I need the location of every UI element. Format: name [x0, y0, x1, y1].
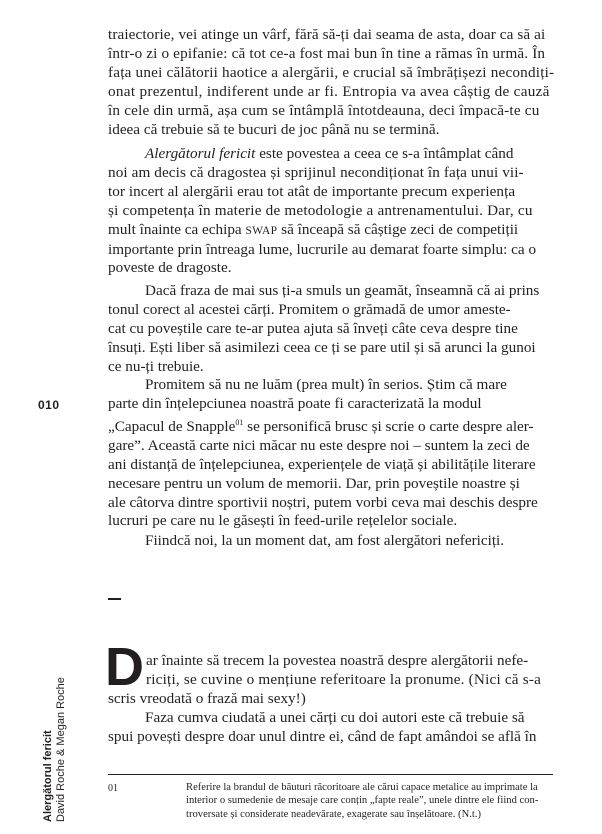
text-line: importante prin întreaga lume, lucrurile au demarat foarte simplu: ca o	[108, 240, 537, 258]
text-line: cat cu poveștile care te-ar putea ajuta să înveți câte ceva despre tine	[108, 319, 518, 337]
text-line: și competența în materie de metodologie a antrenamentului. Dar, cu	[108, 201, 533, 219]
text-line: poveste de dragoste.	[108, 259, 232, 277]
footnote-text	[186, 781, 553, 821]
text-line: ideea că trebuie să te bucuri de joc până nu se termină.	[108, 120, 440, 138]
text-line: însuți. Ești liber să asimilezi ceea ce ți se pare util și să arunci la gunoi	[108, 338, 536, 356]
paragraph-2	[108, 145, 554, 278]
text-line: Fiindcă noi, la un moment dat, am fost alergători nefericiți.	[145, 532, 505, 549]
text-line: într-o zi o epifanie: că tot ce-a fost mai bun în tine a rămas în urmă. În	[108, 44, 546, 62]
text-line: noi am decis că dragostea și sprijinul necondiționat în fața unui vii-	[108, 163, 524, 181]
text-line: ani distanță de înțelepciunea, experiențele de viață și abilitățile literare	[108, 455, 536, 473]
footnote-reference[interactable]: 01	[235, 417, 244, 427]
footnote-number: 01	[108, 783, 118, 794]
footnote-line: Referire la brandul de băuturi răcoritoare ale cărui capace metalice au imprimate la	[186, 782, 538, 793]
text-fragment: mult înainte ca echipa	[108, 220, 246, 238]
text-line: Promitem să nu ne luăm (prea mult) în serios. Știm că mare	[145, 376, 507, 393]
paragraph-5	[108, 532, 554, 551]
page-number: 010	[38, 398, 60, 412]
text-line: Dacă fraza de mai sus ți-a smuls un geamăt, înseamnă că ai prins	[145, 282, 540, 299]
swap-acronym: SWAP	[245, 224, 278, 237]
text-line: Faza cumva ciudată a unei cărți cu doi autori este că trebuie să	[145, 708, 525, 726]
text-line: traiectorie, vei atinge un vârf, fără să-ți dai seama de asta, doar ca să ai	[108, 26, 546, 43]
text-line: ale câtorva dintre sportivii noștri, putem vorbi ceva mai deschis despre	[108, 493, 538, 511]
running-head-authors: David Roche & Megan Roche	[55, 677, 67, 822]
footnote-rule	[108, 774, 553, 775]
text-line: tonul corect al acestei cărți. Promitem o grămadă de umor ameste-	[108, 300, 511, 318]
text-line: în cele din urmă, așa cum se întâmplă întotdeauna, deci împacă-te cu	[108, 101, 540, 119]
section-2-lines-a	[146, 652, 554, 690]
footnote-line: interior o sumedenie de mesaje care conțin „fapte reale”, unele dintre ele fiind con-	[186, 795, 539, 807]
running-head	[42, 677, 68, 822]
paragraph-1	[108, 26, 554, 139]
text-line: tor incert al alergării erau tot atât de importante precum experiența	[108, 182, 516, 200]
paragraph-4	[108, 376, 554, 531]
text-line: parte din înțelepciunea noastră poate fi caracterizată la modul	[108, 394, 482, 412]
footnote-line: troversate și considerate neadevărate, exagerate sau înșelătoare. (N.t.)	[186, 808, 482, 820]
text-line: ar înainte să trecem la povestea noastră despre alergătorii nefe-	[146, 652, 529, 669]
text-line: spui povești despre doar unul dintre ei, când de fapt amândoi se află în	[108, 727, 537, 745]
text-line	[108, 221, 554, 241]
text-fragment: se personifică brusc și scrie o carte despre aler-	[243, 417, 534, 435]
text-line: ce nu-ți trebuie.	[108, 357, 204, 375]
text-line: fața unei călătorii haotice a alergării, e crucial să îmbrățișezi necondiți-	[108, 63, 555, 81]
text-line	[108, 145, 554, 164]
text-line: necesare pentru un volum de memorii. Dar, prin poveștile noastre și	[108, 474, 520, 492]
section-2-lines-b	[108, 690, 554, 747]
paragraph-3	[108, 282, 554, 377]
text-line: gare”. Această carte nici măcar nu este despre noi – suntem la zeci de	[108, 436, 530, 454]
text-fragment: „Capacul de Snapple	[108, 417, 236, 435]
text-line	[108, 414, 554, 437]
drop-cap: D	[105, 637, 144, 697]
text-fragment: este povestea a ceea ce s-a întâmplat când	[255, 145, 514, 162]
section-divider	[108, 598, 121, 600]
text-fragment: să înceapă să câștige zeci de competiții	[277, 220, 519, 238]
text-line: scris vreodată o frază mai sexy!)	[108, 690, 306, 707]
text-line: riciți, se cuvine o mențiune referitoare la pronume. (Nici că s-a	[146, 670, 542, 688]
book-title-italic: Alergătorul fericit	[145, 145, 256, 162]
text-line: lucruri pe care nu le găsești în feed-urile rețelelor sociale.	[108, 512, 458, 530]
running-head-title: Alergătorul fericit	[42, 730, 54, 822]
text-line: onat prezentul, indiferent unde ar fi. Entropia va avea câștig de cauză	[108, 82, 550, 100]
